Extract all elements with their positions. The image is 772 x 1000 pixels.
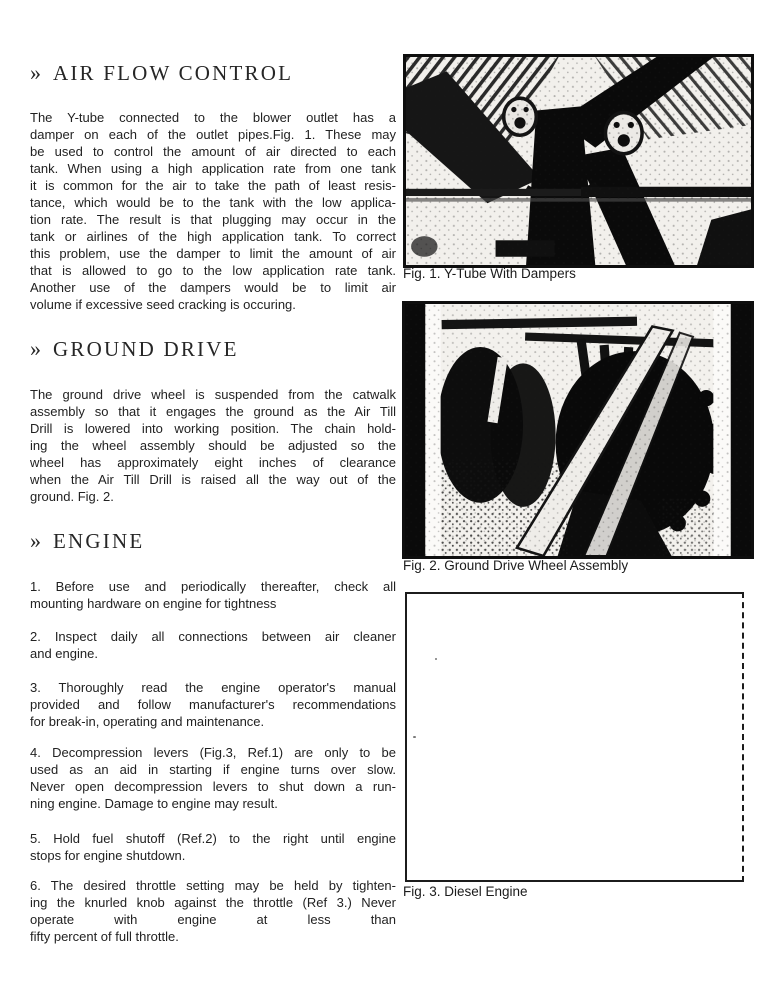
y-tube-halftone-image: [406, 57, 751, 265]
text-line: provided and follow manufacturer's recommendations: [30, 697, 396, 712]
text-line: stops for engine shutdown.: [30, 848, 186, 863]
text-line: that is allowed to go to the low application rate tank.: [30, 263, 396, 278]
ground-drive-halftone-image: [405, 304, 751, 556]
text-line: this problem, use the damper to limit the amount of air: [30, 246, 396, 261]
paragraph-air-flow-control: [30, 109, 396, 313]
text-line: 1. Before use and periodically thereafter, check all: [30, 579, 396, 594]
text-line: ing the wheel assembly should be adjusted so the: [30, 438, 396, 453]
figure-1-caption: Fig. 1. Y-Tube With Dampers: [403, 266, 576, 281]
text-line: volume if excessive seed cracking is occuring.: [30, 297, 296, 312]
text-line: The Y-tube connected to the blower outlet has a: [30, 110, 396, 125]
scan-speck: [435, 658, 437, 660]
section-heading-air-flow-control: [30, 60, 396, 86]
heading-chevrons-icon: »: [30, 528, 41, 553]
text-line: it is common for the air to take the path of least resis-: [30, 178, 396, 193]
text-line: ing the knurled knob against the throttle (Ref 3.) Never: [30, 895, 396, 910]
text-line: Another use of the dampers would be to limit air: [30, 280, 396, 295]
text-line: The ground drive wheel is suspended from the catwalk: [30, 387, 396, 402]
text-line: ning engine. Damage to engine may result.: [30, 796, 278, 811]
figure-2-caption: Fig. 2. Ground Drive Wheel Assembly: [403, 558, 629, 573]
heading-chevrons-icon: »: [30, 60, 41, 85]
text-line: 6. The desired throttle setting may be held by tighten-: [30, 878, 396, 893]
text-line: tank. When using a high application rate from one tank: [30, 161, 396, 176]
text-line: damper on each of the outlet pipes.Fig. 1. These may: [30, 127, 396, 142]
text-line: ground. Fig. 2.: [30, 489, 114, 504]
section-heading-engine: [30, 528, 396, 554]
paragraph-ground-drive: [30, 386, 396, 505]
text-line: tank or airlines of the high application tank. To correct: [30, 229, 396, 244]
text-line: be used to control the amount of air directed to each: [30, 144, 396, 159]
text-line: wheel has approximately eight inches of clearance: [30, 455, 396, 470]
text-line: 5. Hold fuel shutoff (Ref.2) to the right until engine: [30, 831, 396, 846]
text-line: used as an aid in starting if engine turns over slow.: [30, 762, 396, 777]
text-line: Never open decompression levers to shut down a run-: [30, 779, 396, 794]
text-line: 2. Inspect daily all connections between air cleaner: [30, 629, 396, 644]
engine-item-2: [30, 628, 396, 662]
heading-chevrons-icon: »: [30, 336, 41, 361]
text-line: tion rate. The result is that plugging may occur in the: [30, 212, 396, 227]
figure-3-caption: Fig. 3. Diesel Engine: [403, 884, 528, 899]
text-line: fifty percent of full throttle.: [30, 929, 179, 944]
engine-item-4: [30, 744, 396, 812]
engine-item-6: [30, 877, 396, 945]
section-heading-label: AIR FLOW CONTROL: [53, 61, 294, 85]
text-line: tance, which would be to the tank with the low applica-: [30, 195, 396, 210]
text-line: for break-in, operating and maintenance.: [30, 714, 265, 729]
text-line: Drill is lowered into working position. The chain hold-: [30, 421, 396, 436]
text-line: 3. Thoroughly read the engine operator's manual: [30, 680, 396, 695]
text-line: 4. Decompression levers (Fig.3, Ref.1) are only to be: [30, 745, 396, 760]
engine-item-1: [30, 578, 396, 612]
text-line: operate with engine at less than: [30, 912, 396, 927]
figure-1-y-tube-photo: [403, 54, 754, 268]
text-line: assembly so that it engages the ground as the Air Till: [30, 404, 396, 419]
engine-item-5: [30, 830, 396, 864]
section-heading-ground-drive: [30, 336, 396, 362]
text-line: mounting hardware on engine for tightness: [30, 596, 277, 611]
figure-2-ground-drive-photo: [402, 301, 754, 559]
text-line: and engine.: [30, 646, 98, 661]
section-heading-label: GROUND DRIVE: [53, 337, 239, 361]
section-heading-label: ENGINE: [53, 529, 145, 553]
text-line: when the Air Till Drill is raised all the way out of the: [30, 472, 396, 487]
scan-speck: [413, 736, 416, 738]
figure-3-diesel-engine-placeholder: [405, 592, 744, 882]
engine-item-3: [30, 679, 396, 730]
